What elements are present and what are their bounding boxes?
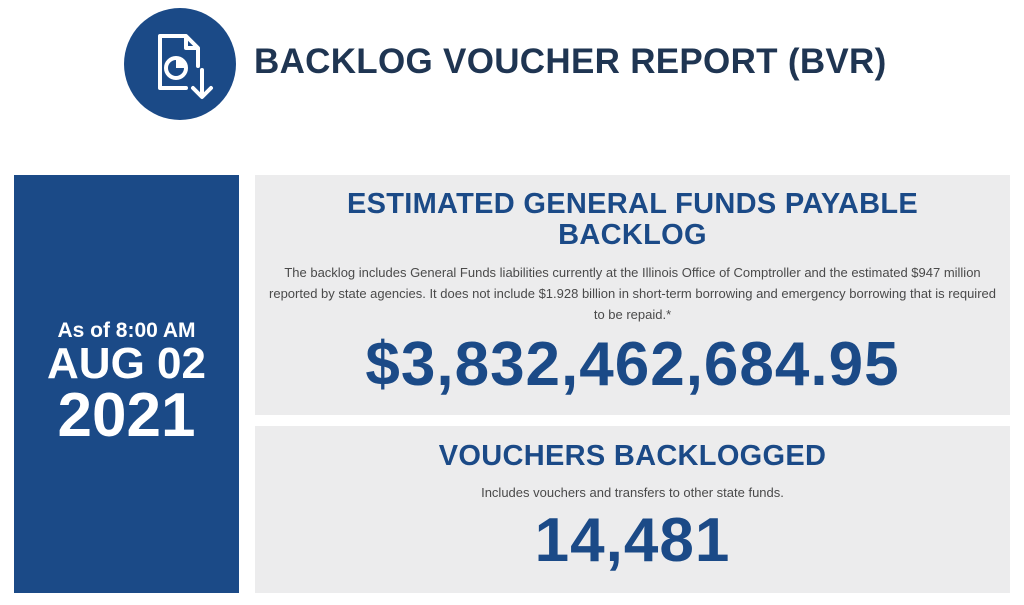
as-of-time: As of 8:00 AM xyxy=(57,319,196,342)
backlog-amount: $3,832,462,684.95 xyxy=(365,330,900,399)
report-logo xyxy=(124,8,236,120)
date-panel xyxy=(14,175,239,593)
vouchers-card xyxy=(255,426,1010,593)
backlog-heading: ESTIMATED GENERAL FUNDS PAYABLE BACKLOG xyxy=(346,188,919,251)
report-month-day: AUG 02 xyxy=(47,339,206,388)
vouchers-count: 14,481 xyxy=(534,506,731,575)
vouchers-description: Includes vouchers and transfers to other state funds. xyxy=(481,485,784,500)
report-download-icon xyxy=(124,8,236,120)
page-title: BACKLOG VOUCHER REPORT (BVR) xyxy=(254,42,887,81)
report-year: 2021 xyxy=(57,381,196,450)
vouchers-heading: VOUCHERS BACKLOGGED xyxy=(438,440,827,472)
backlog-description: The backlog includes General Funds liabilities currently at the Illinois Office of Comptroller and the estimated $947 million reported by state agencies. It does not include $1.928 billion in short-term borrowing and emergency borrowing that is required to be repaid.* xyxy=(269,265,996,322)
backlog-card xyxy=(255,175,1010,415)
